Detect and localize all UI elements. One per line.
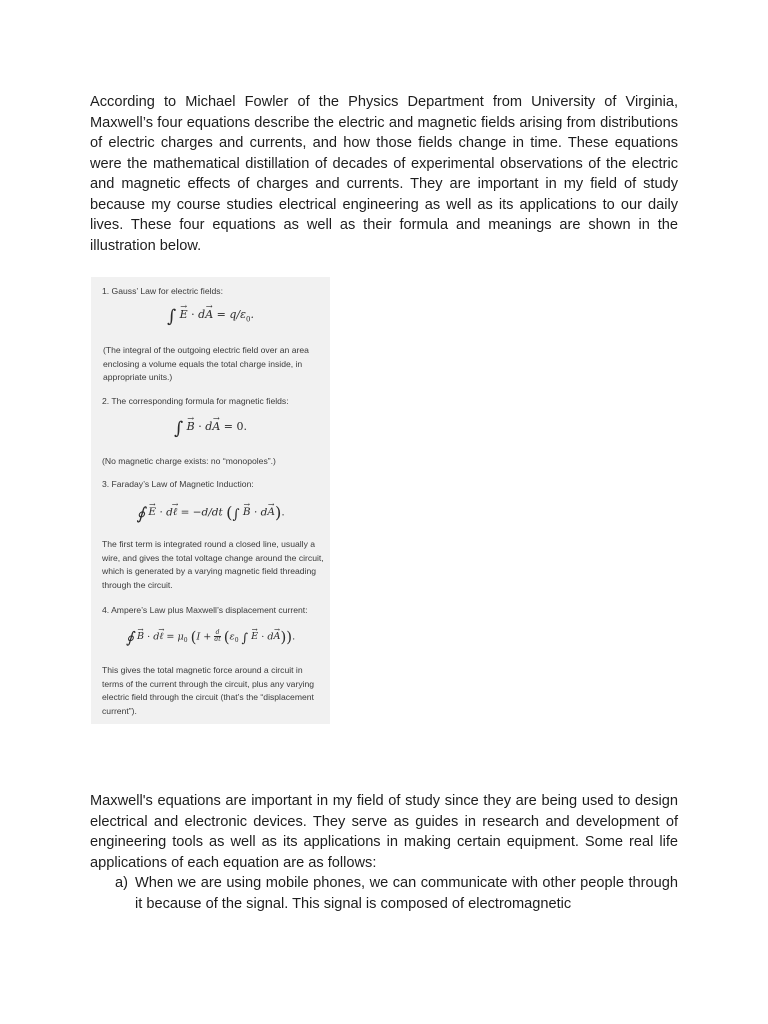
list-item-text: When we are using mobile phones, we can communicate with other people through it because of the signal. This signal is composed of electromagnetic (135, 875, 678, 912)
magnetic-gauss-note: (No magnetic charge exists: no “monopoles”.) (102, 456, 276, 466)
list-marker: a) (115, 875, 128, 891)
faraday-law-heading: 3. Faraday’s Law of Magnetic Induction: (102, 479, 254, 489)
intro-paragraph: According to Michael Fowler of the Physics Department from University of Virginia, Maxwell’s four equations describe the electric and magnetic fields arising from distributions of electric charges and currents, and how those fields change in time. These equations were the mathematical distillation of decades of experimental observations of the electric and magnetic effects of charges and currents. They are important in my field of study because my course studies electrical engineering as well as its applications to our daily lives. These four equations as well as their formula and meanings are shown in the illustration below. (90, 94, 678, 254)
faraday-law-note: The first term is integrated round a closed line, usually a wire, and gives the total voltage change around the circuit, which is generated by a varying magnetic field threading through the circuit. (102, 539, 324, 590)
gauss-law-equation: ∫ → $E \cdot d\to A = q/\varepsilon_0$. (91, 307, 330, 327)
ampere-law-equation: ∮ → B · d→ ℓ = $\mu_0$ (I + $\frac{d}{dt}$ ($\varepsilon_0$ ∫ → E · d→ A)). (91, 628, 330, 647)
applications-list (90, 873, 678, 914)
list-item (90, 873, 678, 914)
gauss-law-note: (The integral of the outgoing electric field over an area enclosing a volume equals the total charge inside, in appropriate units.) (103, 345, 309, 383)
magnetic-gauss-heading: 2. The corresponding formula for magnetic fields: (102, 396, 289, 406)
gauss-law-heading: 1. Gauss’ Law for electric fields: (102, 286, 223, 296)
ampere-law-note: This gives the total magnetic force around a circuit in terms of the current through the circuit, plus any varying electric field through the circuit (that’s the “displacement current”). (102, 665, 315, 716)
faraday-law-equation: ∮ → E · d→ ℓ = −d/dt (∫ → B · d→ A). (91, 503, 330, 523)
applications-paragraph: Maxwell's equations are important in my field of study since they are being used to design electrical and electronic devices. They serve as guides in research and development of engineering tools as well as its applications in making certain equipment. Some real life applications of each equation are as follows: (90, 793, 678, 871)
ampere-law-heading: 4. Ampere’s Law plus Maxwell’s displacement current: (102, 605, 308, 615)
magnetic-gauss-equation: ∫ → B · d→ A = 0. (91, 419, 330, 439)
maxwell-equations-figure (91, 277, 330, 724)
